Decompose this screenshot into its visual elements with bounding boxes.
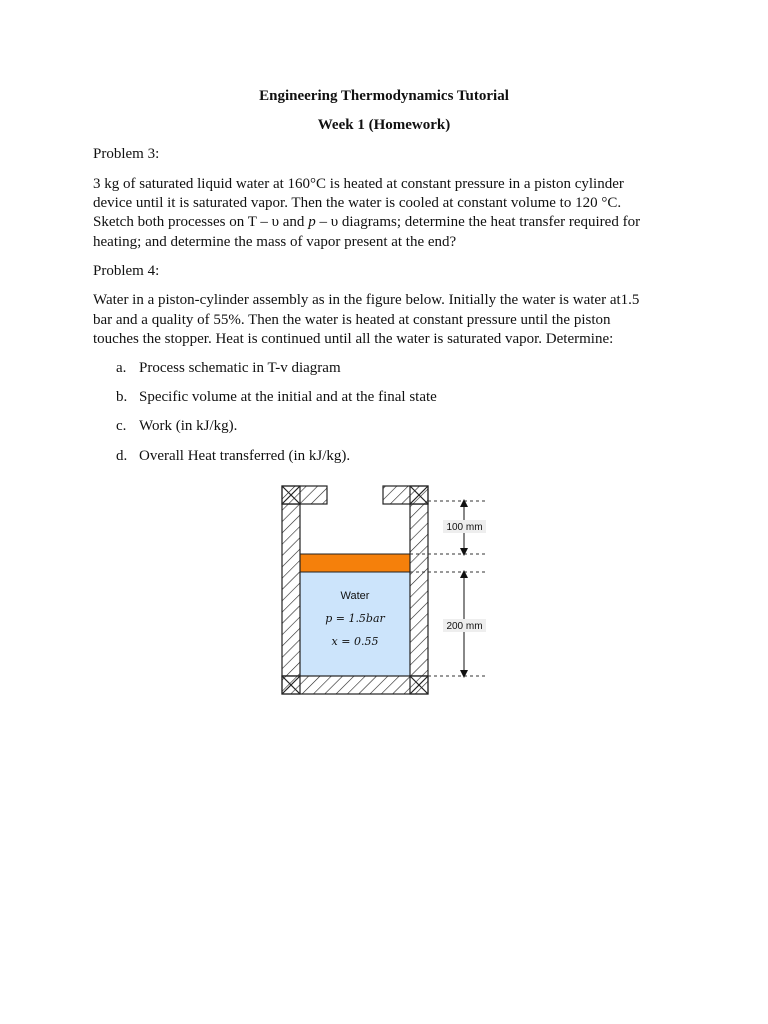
list-marker: d. [116,448,128,464]
cylinder-base [282,676,428,694]
list-item [116,359,341,378]
list-marker: a. [116,360,127,376]
cylinder-wall-right [410,504,428,676]
list-marker: b. [116,389,128,405]
page-subtitle: Week 1 (Homework) [317,117,451,133]
list-item-text: Work (in kJ/kg). [139,418,238,434]
problem4-line-1: Water in a piston-cylinder assembly as in the figure below. Initially the water is water at1.5 [93,292,640,308]
piston-cylinder-figure [270,478,500,703]
problem3-line-2: device until it is saturated vapor. Then the water is cooled at constant volume to 120 °C. [93,195,622,212]
problem4-heading: Problem 4: [93,263,160,279]
quality-label: x = 0.55 [331,635,379,648]
problem3-line-3-before: Sketch both processes on T – υ and [93,214,309,231]
problem4-line-2: bar and a quality of 55%. Then the water is heated at constant pressure until the piston [93,311,611,328]
problem3-heading: Problem 3: [93,146,160,162]
water-label: Water [340,590,370,602]
list-item [116,447,350,466]
pressure-symbol: p [308,214,316,231]
pressure-label: p = 1.5bar [325,612,385,625]
problem3-line-1: 3 kg of saturated liquid water at 160°C is heated at constant pressure in a piston cylinder [93,176,624,192]
cylinder-wall-left [282,504,300,676]
problem3-line-4: heating; and determine the mass of vapor present at the end? [93,233,457,250]
page-title: Engineering Thermodynamics Tutorial [259,88,509,104]
dimension-label-bottom: 200 mm [446,621,483,632]
list-item [116,417,237,436]
dimension-label-top: 100 mm [446,522,483,533]
piston [300,554,410,572]
problem3-line-3 [93,213,673,232]
problem4-text [93,291,673,350]
list-item-text: Specific volume at the initial and at the final state [139,389,437,405]
problem3-line-3-after: – υ diagrams; determine the heat transfer required for [315,214,641,231]
list-item-text: Process schematic in T-v diagram [139,360,341,376]
list-item-text: Overall Heat transferred (in kJ/kg). [139,448,351,464]
list-item [116,388,437,407]
problem3-text [93,175,673,252]
list-marker: c. [116,418,127,434]
stopper-right [383,486,428,504]
problem4-line-3: touches the stopper. Heat is continued until all the water is saturated vapor. Determine: [93,331,614,347]
stopper-left [282,486,327,504]
